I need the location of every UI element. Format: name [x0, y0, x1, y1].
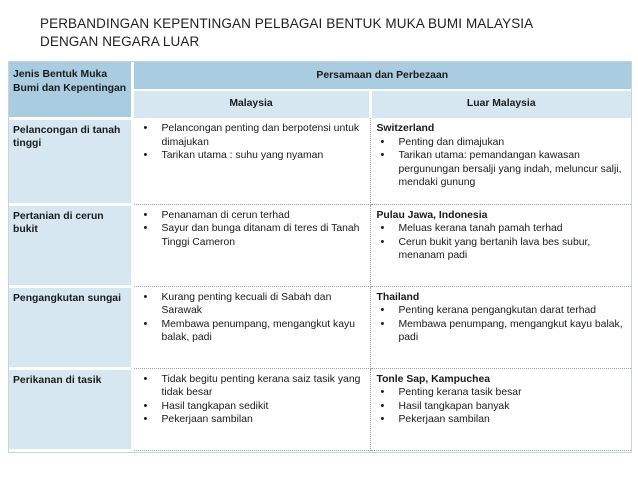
header-group: Persamaan dan Perbezaan: [132, 62, 631, 90]
row-label: Perikanan di tasik: [9, 368, 132, 450]
row-label: Pengangkutan sungai: [9, 286, 132, 368]
luar-malaysia-cell: [370, 368, 631, 450]
list-item: • Membawa penumpang, mengangkut kayu balak, padi: [377, 318, 626, 345]
luar-malaysia-cell: [370, 286, 631, 368]
list-item: • Penting kerana pengangkutan darat terhad: [377, 304, 626, 318]
country-label: Pulau Jawa, Indonesia: [376, 209, 488, 221]
list-item: • Sayur dan bunga ditanam di teres di Tanah Tinggi Cameron: [140, 222, 364, 249]
list-item: • Pekerjaan sambilan: [377, 413, 626, 427]
list-item: • Meluas kerana tanah pamah terhad: [377, 222, 626, 236]
table-row: [9, 204, 631, 286]
list-item: • Cerun bukit yang bertanih lava bes subur, menanam padi: [377, 236, 626, 263]
malaysia-cell: [132, 368, 370, 450]
country-label: Tonle Sap, Kampuchea: [376, 373, 491, 385]
row-label: Pelancongan di tanah tinggi: [9, 118, 132, 204]
table-row: [9, 368, 631, 450]
list-item: • Membawa penumpang, mengangkut kayu balak, padi: [140, 318, 364, 345]
header-corner: Jenis Bentuk Muka Bumi dan Kepentingan: [9, 62, 132, 118]
malaysia-cell: [132, 286, 370, 368]
comparison-table: [9, 62, 631, 452]
title-line-1: PERBANDINGAN KEPENTINGAN PELBAGAI BENTUK MUKA BUMI MALAYSIA: [40, 16, 534, 31]
list-item: • Penting kerana tasik besar: [377, 386, 626, 400]
table-row: [9, 118, 631, 204]
list-item: • Kurang penting kecuali di Sabah dan Sarawak: [140, 291, 364, 318]
title-line-2: DENGAN NEGARA LUAR: [40, 34, 200, 49]
header-luar-malaysia: Luar Malaysia: [370, 90, 631, 118]
table-row: [9, 286, 631, 368]
list-item: • Hasil tangkapan sedikit: [140, 400, 364, 414]
malaysia-cell: [132, 204, 370, 286]
list-item: • Penting dan dimajukan: [377, 136, 626, 150]
row-label: Pertanian di cerun bukit: [9, 204, 132, 286]
slide-title: [40, 15, 600, 51]
list-item: • Tarikan utama : suhu yang nyaman: [140, 149, 364, 163]
list-item: • Penanaman di cerun terhad: [140, 209, 364, 223]
country-label: Switzerland: [376, 123, 435, 134]
country-label: Thailand: [376, 291, 420, 303]
list-item: • Tarikan utama: pemandangan kawasan pergunungan bersalji yang indah, meluncur salji, mendaki gunung: [377, 149, 626, 190]
header-malaysia: Malaysia: [132, 90, 370, 118]
list-item: • Tidak begitu penting kerana saiz tasik yang tidak besar: [140, 373, 364, 400]
luar-malaysia-cell: [370, 118, 631, 204]
luar-malaysia-cell: [370, 204, 631, 286]
list-item: • Pelancongan penting dan berpotensi untuk dimajukan: [140, 122, 364, 149]
malaysia-cell: [132, 118, 370, 204]
list-item: • Pekerjaan sambilan: [140, 413, 364, 427]
list-item: • Hasil tangkapan banyak: [377, 400, 626, 414]
